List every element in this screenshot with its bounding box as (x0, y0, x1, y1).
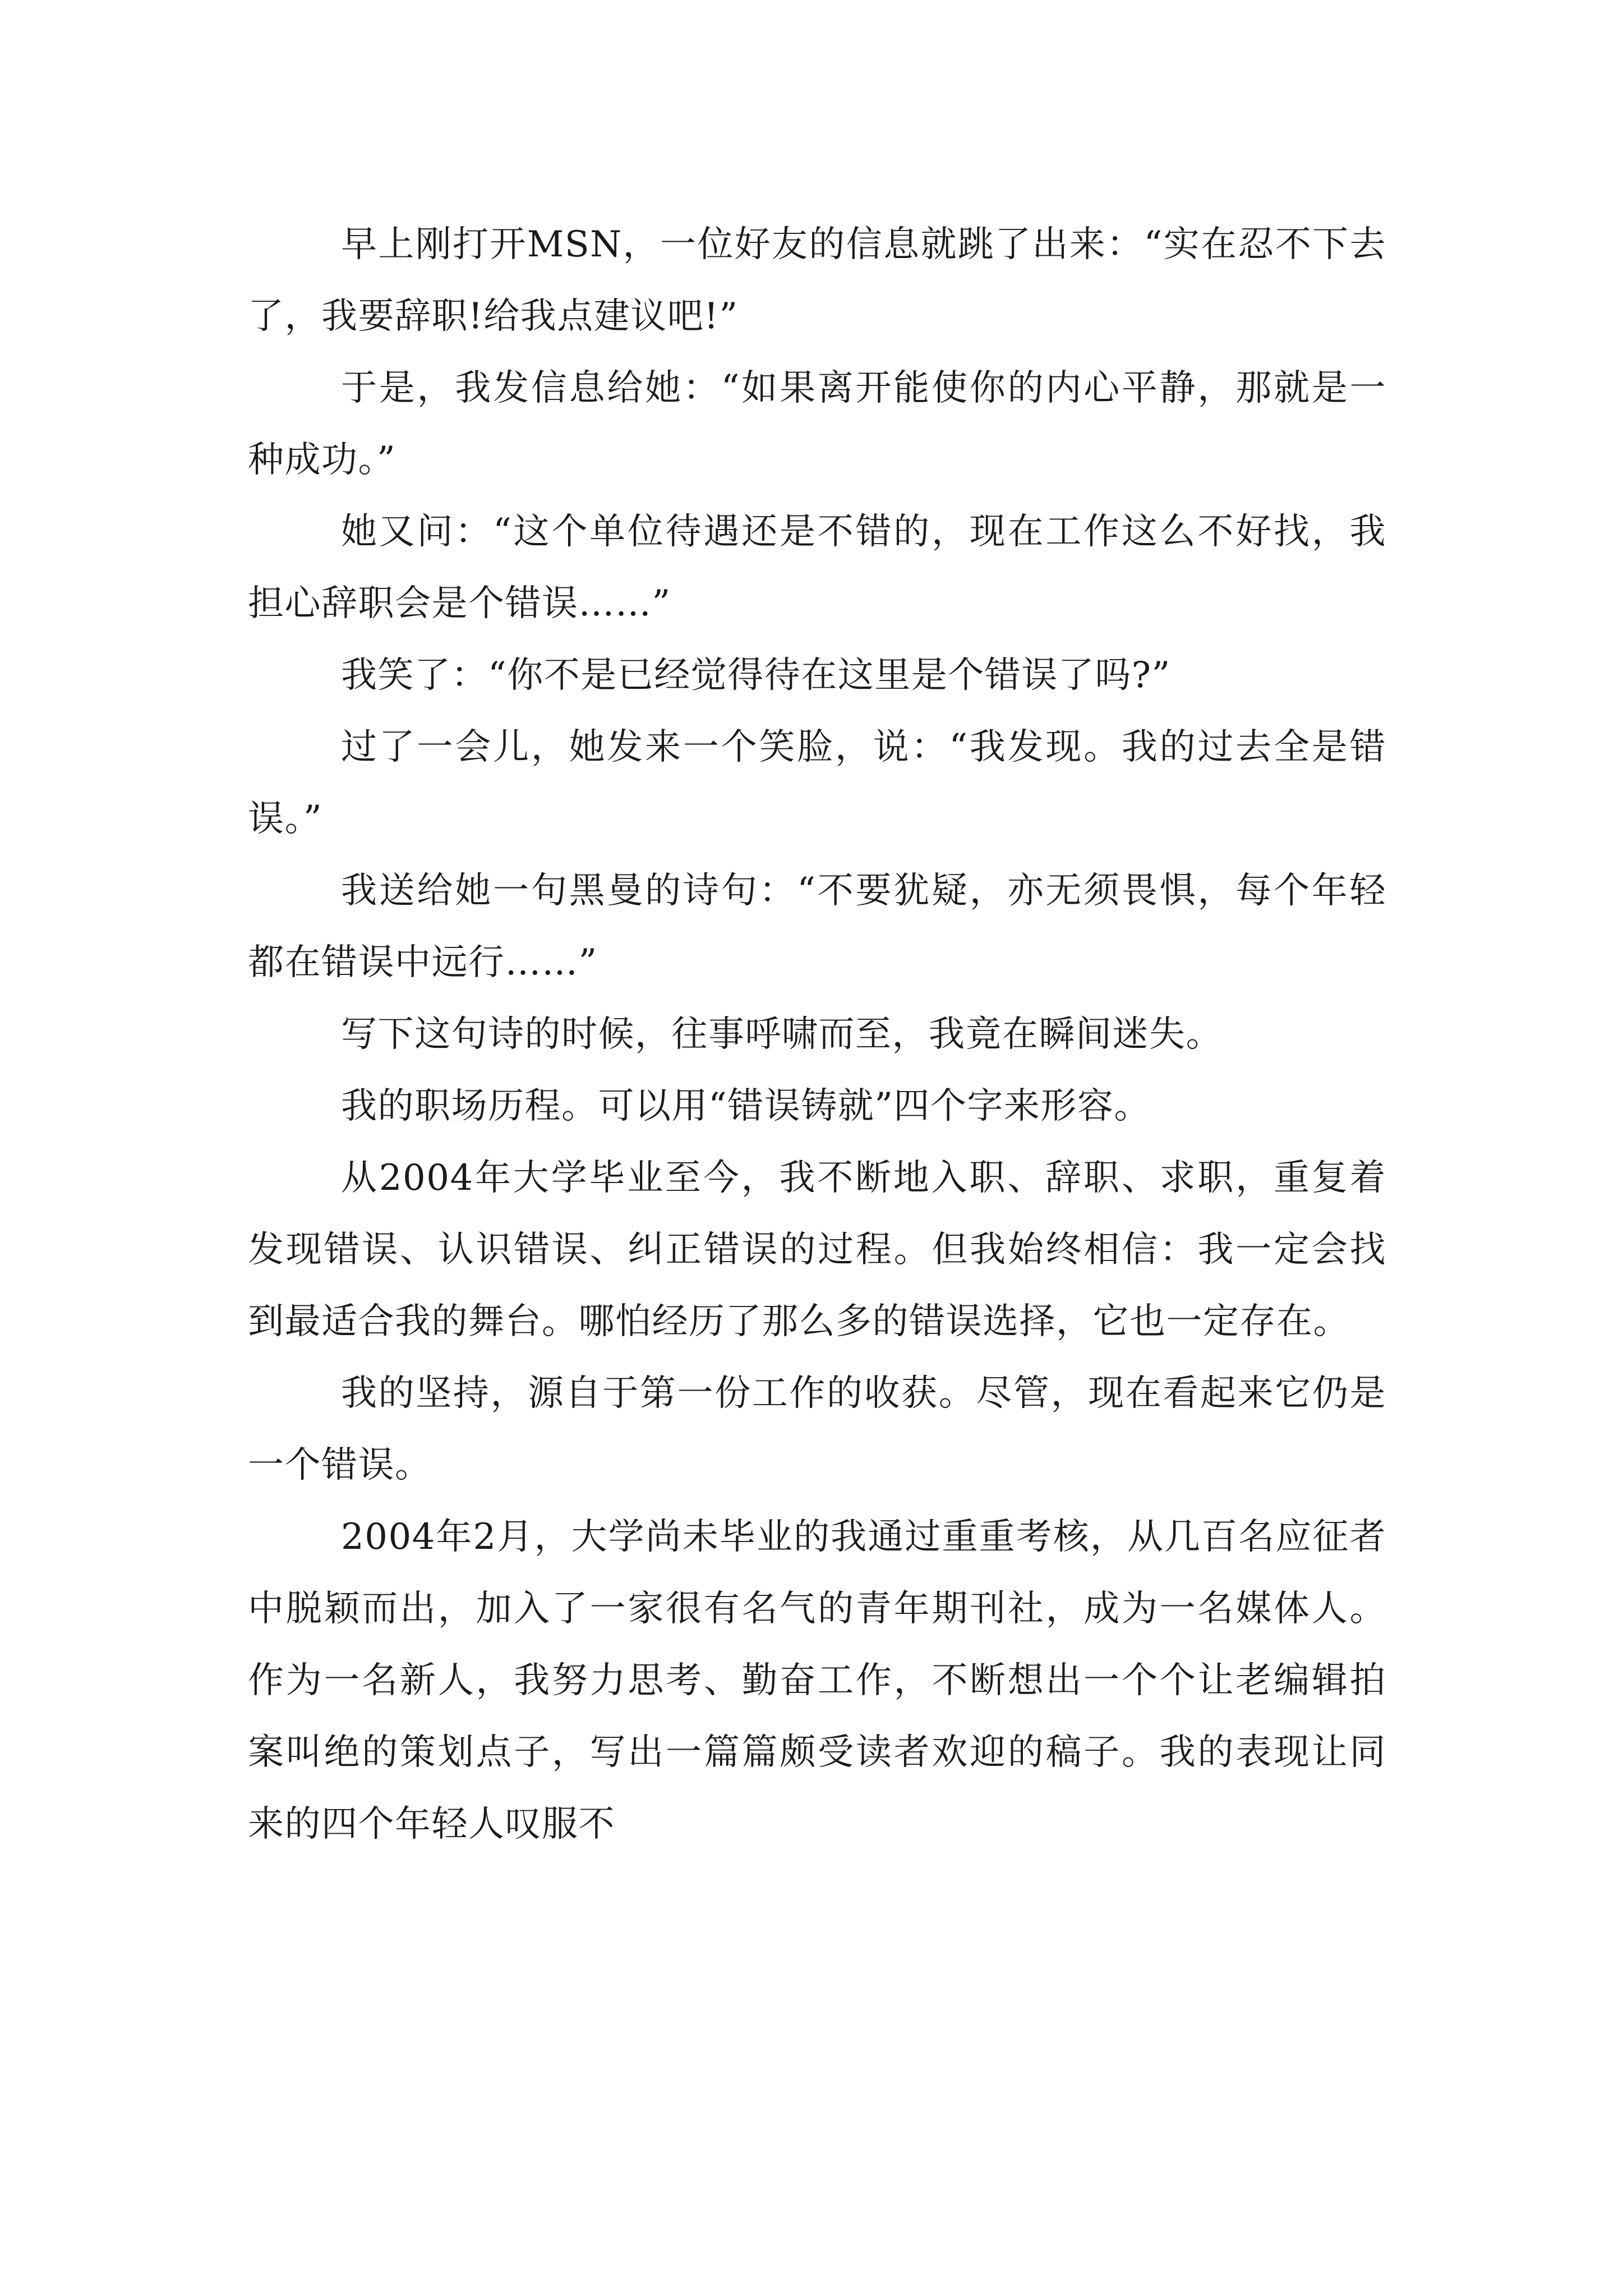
paragraph-2: 于是，我发信息给她：“如果离开能使你的内心平静，那就是一种成功。” (248, 367, 1386, 481)
paragraph-5: 过了一会儿，她发来一个笑脸，说：“我发现。我的过去全是错误。” (248, 726, 1386, 840)
paragraph-10: 我的坚持，源自于第一份工作的收获。尽管，现在看起来它仍是一个错误。 (248, 1373, 1386, 1486)
document-body (248, 209, 1386, 1860)
paragraph-8: 我的职场历程。可以用“错误铸就”四个字来形容。 (341, 1085, 1151, 1127)
paragraph-3: 她又问：“这个单位待遇还是不错的，现在工作这么不好找，我担心辞职会是个错误……” (248, 511, 1386, 624)
paragraph-6: 我送给她一句黑曼的诗句：“不要犹疑，亦无须畏惧，每个年轻都在错误中远行……” (248, 870, 1386, 983)
paragraph-7: 写下这句诗的时候，往事呼啸而至，我竟在瞬间迷失。 (341, 1014, 1223, 1055)
paragraph-9: 从2004年大学毕业至今，我不断地入职、辞职、求职，重复着发现错误、认识错误、纠正错误的过程。但我始终相信：我一定会找到最适合我的舞台。哪怕经历了那么多的错误选择，它也一定存在。 (248, 1157, 1386, 1342)
paragraph-4: 我笑了：“你不是已经觉得待在这里是个错误了吗?” (341, 655, 1171, 696)
paragraph-1: 早上刚打开MSN，一位好友的信息就跳了出来：“实在忍不下去了，我要辞职!给我点建议吧!” (248, 224, 1386, 337)
paragraph-11: 2004年2月，大学尚未毕业的我通过重重考核，从几百名应征者中脱颖而出，加入了一家很有名气的青年期刊社，成为一名媒体人。作为一名新人，我努力思考、勤奋工作，不断想出一个个让老编辑拍案叫绝的策划点子，写出一篇篇颇受读者欢迎的稿子。我的表现让同来的四个年轻人叹服不 (248, 1516, 1386, 1845)
